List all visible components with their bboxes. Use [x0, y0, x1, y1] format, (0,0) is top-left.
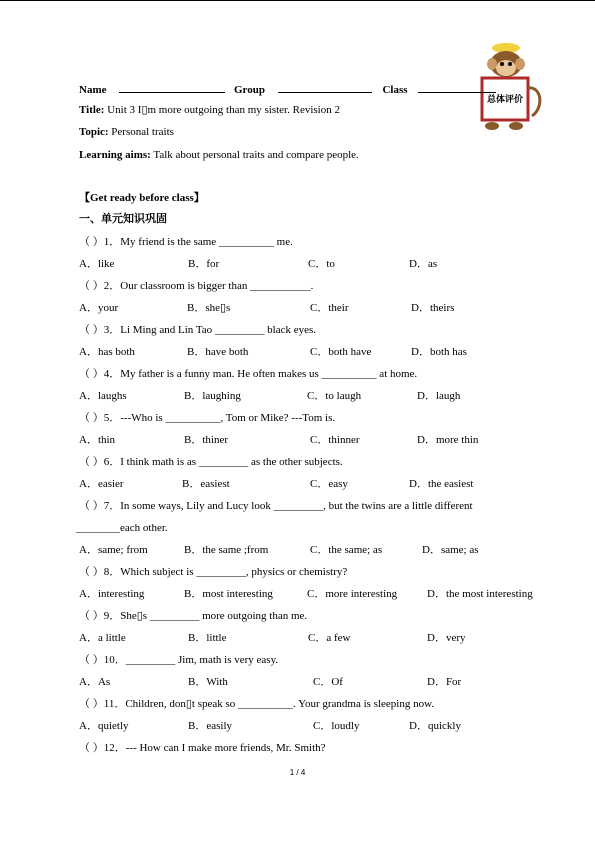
aims-text: Talk about personal traits and compare people.: [153, 149, 359, 161]
q3-option-b[interactable]: B．have both: [187, 346, 249, 358]
name-field[interactable]: [119, 82, 225, 93]
question-5-stem: （ ）5．---Who is __________, Tom or Mike? ---Tom is.: [79, 412, 336, 424]
q7-option-b[interactable]: B．the same ;from: [184, 544, 269, 556]
q6-option-b[interactable]: B．easiest: [182, 478, 230, 490]
q9-option-d[interactable]: D．very: [427, 632, 466, 644]
class-field[interactable]: [418, 82, 496, 93]
question-7-stem-continued: ________each other.: [76, 522, 168, 534]
title-text: Unit 3 I▯m more outgoing than my sister. Revision 2: [107, 104, 340, 116]
title-label: Title:: [79, 104, 105, 116]
q11-option-b[interactable]: B．easily: [188, 720, 232, 732]
q9-option-b[interactable]: B．little: [188, 632, 227, 644]
q11-option-c[interactable]: C．loudly: [313, 720, 360, 732]
topic-row: [79, 125, 174, 139]
q2-option-a[interactable]: A．your: [79, 302, 119, 314]
logo-text: 总体评价: [486, 95, 524, 105]
q4-option-d[interactable]: D．laugh: [417, 390, 461, 402]
question-3-stem: （ ）3．Li Ming and Lin Tao _________ black eyes.: [79, 324, 317, 336]
q8-option-a[interactable]: A．interesting: [79, 588, 145, 600]
topic-label: Topic:: [79, 126, 109, 138]
q8-option-b[interactable]: B．most interesting: [184, 588, 273, 600]
group-field[interactable]: [278, 82, 372, 93]
aims-label: Learning aims:: [79, 149, 151, 161]
q6-option-d[interactable]: D．the easiest: [409, 478, 474, 490]
question-10-stem: （ ）10．_________ Jim, math is very easy.: [79, 654, 279, 666]
q10-option-b[interactable]: B．With: [188, 676, 228, 688]
question-1-stem: （ ）1．My friend is the same __________ me.: [79, 236, 293, 248]
q11-option-a[interactable]: A．quietly: [79, 720, 129, 732]
q4-option-c[interactable]: C．to laugh: [307, 390, 362, 402]
q4-option-b[interactable]: B．laughing: [184, 390, 241, 402]
q1-option-d[interactable]: D．as: [409, 258, 438, 270]
q5-option-d[interactable]: D．more thin: [417, 434, 479, 446]
q1-option-b[interactable]: B．for: [188, 258, 220, 270]
question-9-stem: （ ）9．She▯s _________ more outgoing than me.: [79, 610, 308, 622]
q1-option-c[interactable]: C．to: [308, 258, 335, 270]
q8-option-c[interactable]: C．more interesting: [307, 588, 398, 600]
subsection-title: 一、单元知识巩固: [79, 212, 167, 225]
q11-option-d[interactable]: D．quickly: [409, 720, 461, 732]
q9-option-c[interactable]: C．a few: [308, 632, 351, 644]
question-7-stem: （ ）7．In some ways, Lily and Lucy look _________, but the twins are a little different: [79, 500, 473, 512]
q3-option-a[interactable]: A．has both: [79, 346, 135, 358]
q3-option-d[interactable]: D．both has: [411, 346, 467, 358]
group-label: Group: [234, 84, 265, 96]
name-group-class-row: [79, 82, 496, 97]
q2-option-c[interactable]: C．their: [310, 302, 349, 314]
q9-option-a[interactable]: A．a little: [79, 632, 126, 644]
question-11-stem: （ ）11．Children, don▯t speak so __________. Your grandma is sleeping now.: [79, 698, 435, 710]
top-rule: [0, 0, 595, 1]
q8-option-d[interactable]: D．the most interesting: [427, 588, 533, 600]
question-2-stem: （ ）2．Our classroom is bigger than ___________.: [79, 280, 314, 292]
q3-option-c[interactable]: C．both have: [310, 346, 372, 358]
q2-option-d[interactable]: D．theirs: [411, 302, 455, 314]
q2-option-b[interactable]: B．she▯s: [187, 302, 231, 314]
question-4-stem: （ ）4．My father is a funny man. He often makes us __________ at home.: [79, 368, 418, 380]
q1-option-a[interactable]: A．like: [79, 258, 115, 270]
q10-option-c[interactable]: C．Of: [313, 676, 343, 688]
topic-text: Personal traits: [111, 126, 174, 138]
section-title: 【Get ready before class】: [79, 192, 205, 204]
q6-option-a[interactable]: A．easier: [79, 478, 124, 490]
q6-option-c[interactable]: C．easy: [310, 478, 348, 490]
q5-option-a[interactable]: A．thin: [79, 434, 116, 446]
q7-option-a[interactable]: A．same; from: [79, 544, 148, 556]
q10-option-a[interactable]: A．As: [79, 676, 111, 688]
q5-option-c[interactable]: C．thinner: [310, 434, 360, 446]
q7-option-d[interactable]: D．same; as: [422, 544, 479, 556]
aims-row: [79, 148, 359, 162]
q5-option-b[interactable]: B．thiner: [184, 434, 228, 446]
question-12-stem: （ ）12．--- How can I make more friends, Mr. Smith?: [79, 742, 326, 754]
question-8-stem: （ ）8．Which subject is _________, physics or chemistry?: [79, 566, 348, 578]
q4-option-a[interactable]: A．laughs: [79, 390, 127, 402]
name-label: Name: [79, 84, 107, 96]
q10-option-d[interactable]: D．For: [427, 676, 462, 688]
title-row: [79, 103, 340, 117]
page-number: 1 / 4: [289, 768, 306, 777]
question-6-stem: （ ）6．I think math is as _________ as the other subjects.: [79, 456, 343, 468]
class-label: Class: [382, 84, 408, 96]
q7-option-c[interactable]: C．the same; as: [310, 544, 383, 556]
